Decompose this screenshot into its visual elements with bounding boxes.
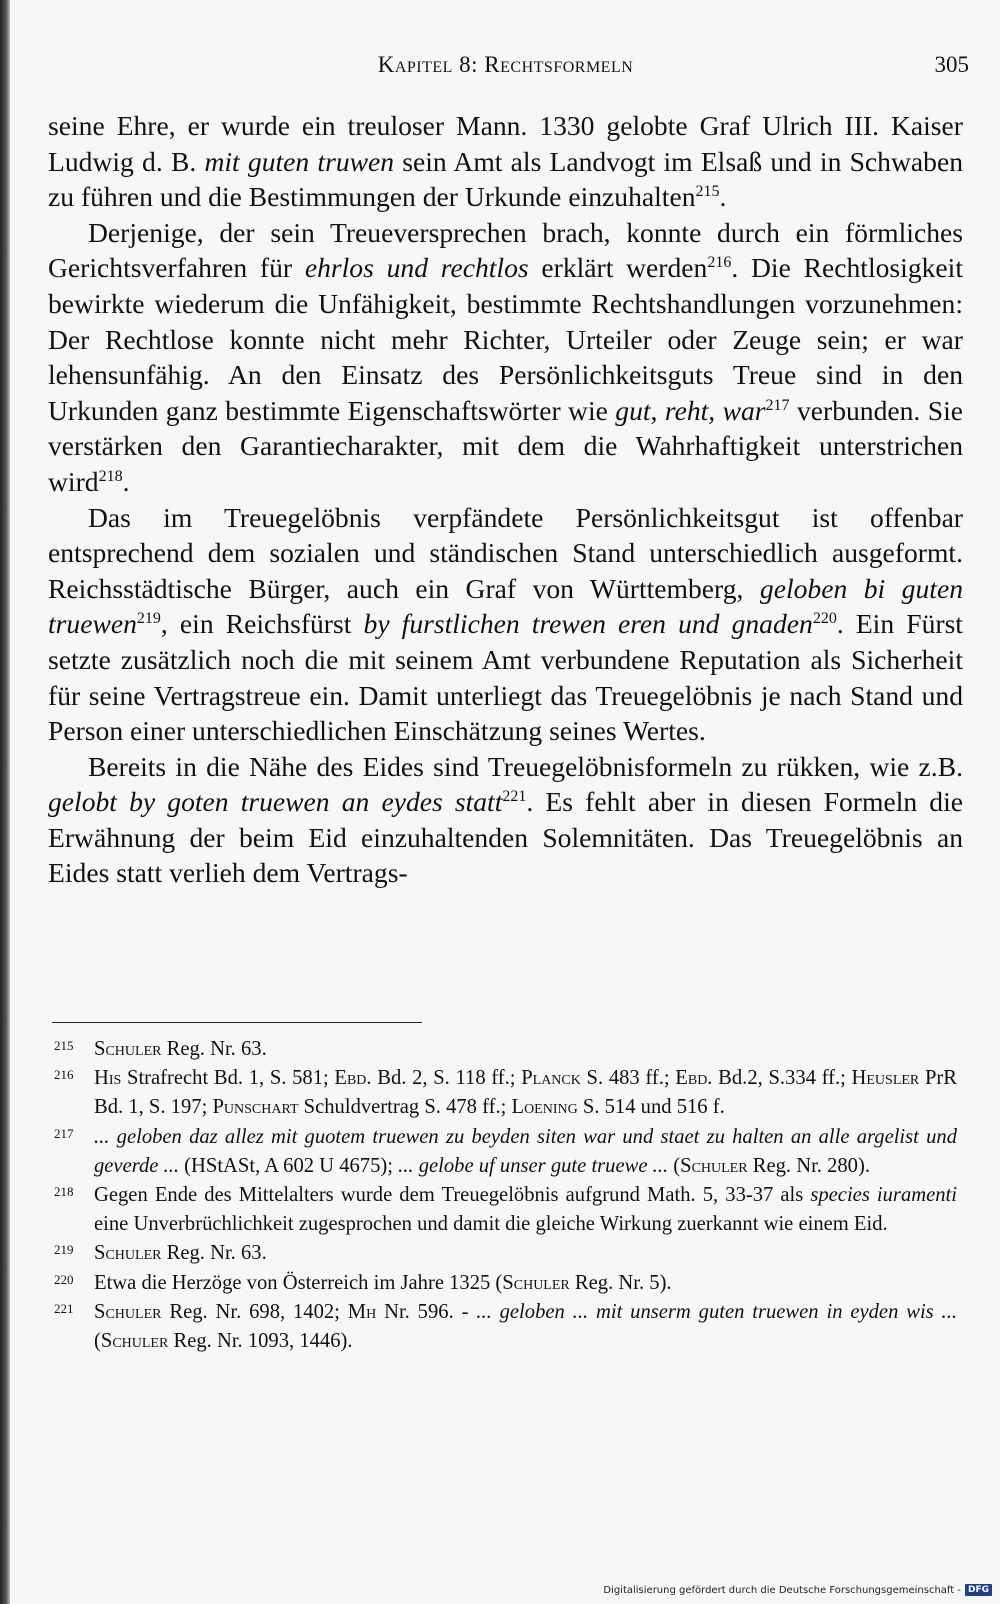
footnote-216: 216 His Strafrecht Bd. 1, S. 581; Ebd. Bd. 2, S. 118 ff.; Planck S. 483 ff.; Ebd. Bd.2, S.334 ff.; Heusler PrR Bd. 1, S. 197; Punschart Schuldvertrag S. 478 ff.; Loening S. 514 und 516 f.: [54, 1064, 957, 1122]
credit-text: Digitalisierung gefördert durch die Deutsche Forschungsgemeinschaft -: [603, 1584, 961, 1596]
footnote-ref-216: 216: [707, 254, 732, 272]
paragraph-2: Derjenige, der sein Treueversprechen brach, konnte durch ein förmliches Gerichtsverfahren für ehrlos und rechtlos erklärt werden$^{216}$. Die Rechtlosigkeit bewirkte wiederum die Unfähigkeit, bestimmte Rechtshandlungen vorzunehmen: Der Rechtlose konnte nicht mehr Richter, Urteiler oder Zeuge sein; er war lehensunfähig. An den Einsatz des Persönlichkeitsguts Treue sind in den Urkunden ganz bestimmte Eigenschaftswörter wie gut, reht, war$^{217}$ verbunden. Sie verstärken den Garantiecharakter, mit dem die Wahrhaftigkeit unterstrichen wird$^{218}$.: [48, 216, 963, 497]
footnote-ref-215: 215: [695, 183, 720, 200]
footnote-215: 215 Schuler Reg. Nr. 63.: [54, 1035, 957, 1064]
book-spine-shadow: [0, 0, 10, 1604]
footnote-220: 220 Etwa die Herzöge von Österreich im Jahre 1325 (Schuler Reg. Nr. 5).: [54, 1269, 957, 1298]
footnote-separator: [52, 1022, 422, 1023]
paragraph-4: Bereits in die Nähe des Eides sind Treuegelöbnisformeln zu rükken, wie z.B. gelobt by goten truewen an eydes statt$^{221}$. Es fehlt aber in diesen Formeln die Erwähnung der beim Eid einzuhaltenden Solemnitäten. Das Treuegelöbnis an Eides statt verlieh dem Vertrags-: [48, 750, 963, 889]
digitization-credit: [603, 1584, 992, 1596]
running-head: [48, 52, 969, 88]
footnote-number: 216: [54, 1067, 74, 1083]
footnote-number: 220: [54, 1271, 74, 1287]
paragraph-3: Das im Treuegelöbnis verpfändete Persönlichkeitsgut ist offenbar entsprechend dem sozialen und ständischen Stand unterschiedlich ausgeformt. Reichsstädtische Bürger, auch ein Graf von Württemberg, geloben bi guten truewen$^{219}$, ein Reichsfürst by furstlichen trewen eren und gnaden$^{220}$. Ein Fürst setzte zusätzlich noch die mit seinem Amt verbundene Reputation als Sicherheit für seine Vertragstreue ein. Damit unterliegt das Treuegelöbnis je nach Stand und Person einer unterschiedlichen Einschätzung seines Wertes.: [48, 501, 963, 747]
footnote-218: 218 Gegen Ende des Mittelalters wurde dem Treuegelöbnis aufgrund Math. 5, 33-37 als species iuramenti eine Unverbrüchlichkeit zugesprochen und damit die gleiche Wirkung zuerkannt wie einem Eid.: [54, 1181, 957, 1239]
dfg-logo-icon: DFG: [965, 1584, 992, 1596]
footnote-ref-219: 219: [136, 610, 161, 628]
footnote-ref-218: 218: [98, 467, 123, 485]
book-page: [48, 0, 969, 1604]
footnote-number: 219: [54, 1242, 74, 1258]
footnote-217: 217 ... geloben daz allez mit guotem truewen zu beyden siten war und staet zu halten an alle argelist und geverde ... (HStASt, A 602 U 4675); ... gelobe uf unser gute truewe ... (Schuler Reg. Nr. 280).: [54, 1123, 957, 1181]
running-title: Kapitel 8: Rechtsformeln: [377, 52, 634, 77]
footnote-221: 221 Schuler Reg. Nr. 698, 1402; Mh Nr. 596. - ... geloben ... mit unserm guten truewen in eyden wis ... (Schuler Reg. Nr. 1093, 1446).: [54, 1298, 957, 1356]
footnote-219: 219 Schuler Reg. Nr. 63.: [54, 1239, 957, 1268]
body-text: [48, 108, 963, 891]
footnote-number: 217: [54, 1125, 74, 1141]
footnote-number: 215: [54, 1038, 74, 1053]
footnote-ref-220: 220: [812, 610, 837, 628]
footnote-number: 221: [54, 1300, 74, 1316]
footnote-ref-217: 217: [765, 396, 790, 414]
paragraph-1: seine Ehre, er wurde ein treuloser Mann. 1330 gelobte Graf Ulrich III. Kaiser Ludwig d. B. mit guten truwen sein Amt als Landvogt im Elsaß und in Schwaben zu führen und die Bestimmungen der Urkunde einzuhalten$^{215}$.: [48, 110, 963, 213]
page-number: 305: [934, 52, 969, 77]
footnote-number: 218: [54, 1184, 74, 1200]
footnotes: [54, 1035, 957, 1356]
footnote-ref-221: 221: [502, 788, 527, 806]
